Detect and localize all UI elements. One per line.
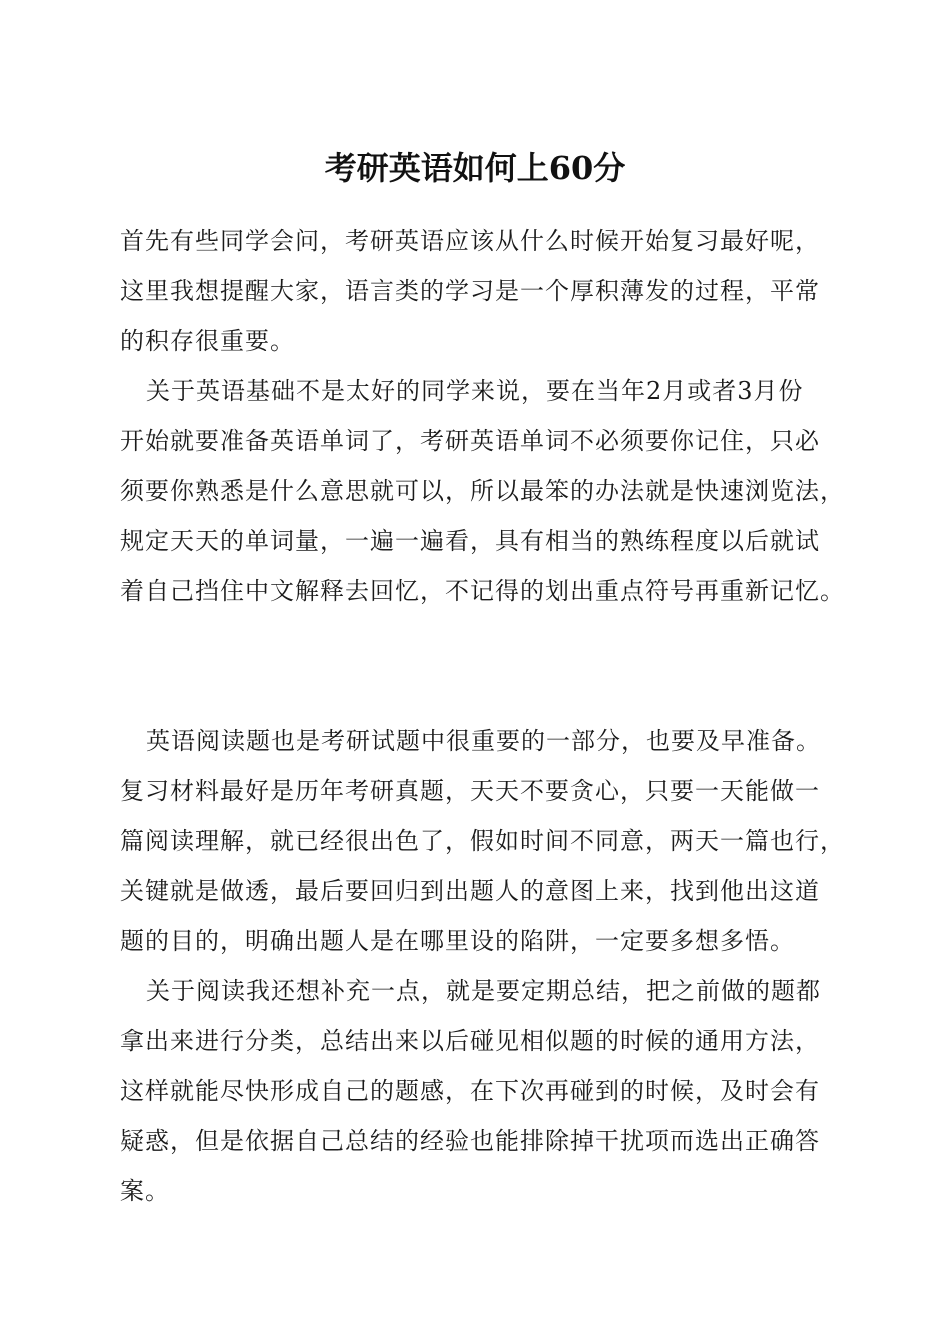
paragraph-line: 英语阅读题也是考研试题中很重要的一部分，也要及早准备。 — [146, 727, 821, 755]
paragraph-line: 疑惑，但是依据自己总结的经验也能排除掉干扰项而选出正确答 — [120, 1127, 820, 1155]
paragraph-line: 关键就是做透，最后要回归到出题人的意图上来，找到他出这道 — [120, 877, 820, 905]
paragraph-line: 关于阅读我还想补充一点，就是要定期总结，把之前做的题都 — [146, 977, 821, 1005]
paragraph-line: 着自己挡住中文解释去回忆，不记得的划出重点符号再重新记忆。 — [120, 577, 845, 605]
paragraph-line: 开始就要准备英语单词了，考研英语单词不必须要你记住，只必 — [120, 427, 820, 455]
paragraph-line: 复习材料最好是历年考研真题，天天不要贪心，只要一天能做一 — [120, 777, 820, 805]
paragraph-line: 篇阅读理解，就已经很出色了，假如时间不同意，两天一篇也行， — [120, 827, 845, 855]
paragraph-line: 规定天天的单词量，一遍一遍看，具有相当的熟练程度以后就试 — [120, 527, 820, 555]
paragraph-line: 这里我想提醒大家，语言类的学习是一个厚积薄发的过程，平常 — [120, 277, 820, 305]
paragraph-line: 首先有些同学会问，考研英语应该从什么时候开始复习最好呢， — [120, 227, 820, 255]
document-title: 考研英语如何上60分 — [324, 149, 626, 187]
paragraph-line: 案。 — [120, 1177, 170, 1205]
paragraph-line: 关于英语基础不是太好的同学来说，要在当年2月或者3月份 — [146, 377, 804, 405]
paragraph-line: 拿出来进行分类，总结出来以后碰见相似题的时候的通用方法， — [120, 1027, 820, 1055]
paragraph-line: 题的目的，明确出题人是在哪里设的陷阱，一定要多想多悟。 — [120, 927, 795, 955]
paragraph-line: 须要你熟悉是什么意思就可以，所以最笨的办法就是快速浏览法， — [120, 477, 845, 505]
paragraph-line: 的积存很重要。 — [120, 327, 295, 355]
paragraph-line: 这样就能尽快形成自己的题感，在下次再碰到的时候，及时会有 — [120, 1077, 820, 1105]
